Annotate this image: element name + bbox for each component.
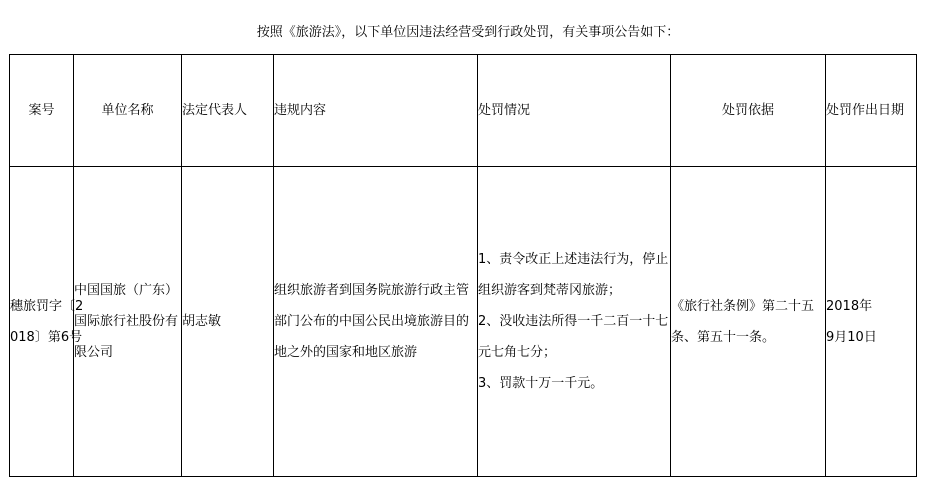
penalty-line: 1、责令改正上述违法行为，停止 [478,252,669,267]
header-date: 处罚作出日期 [826,55,917,167]
unit-name-line: 限公司 [74,345,114,360]
cell-case-no [10,167,84,477]
cell-unit-name [74,167,182,477]
case-no-line: 018〕第6号 [10,329,83,345]
header-basis: 处罚依据 [671,55,826,167]
header-unit-name: 单位名称 [74,55,182,167]
table-row [10,167,917,477]
penalty-notice-table [9,54,917,477]
cell-date [826,167,917,477]
cell-penalty [478,167,671,477]
header-case-no: 案号 [10,55,74,167]
basis-line: 《旅行社条例》第二十五 [671,298,815,314]
violation-line: 地之外的国家和地区旅游 [274,345,418,360]
notice-intro: 按照《旅游法》，以下单位因违法经营受到行政处罚，有关事项公告如下： [256,25,680,40]
date-line: 9月10日 [826,329,877,345]
cell-legal-rep: 胡志敏 [182,167,274,477]
basis-line: 条、第五十一条。 [671,329,776,345]
cell-violation [274,167,478,477]
table-header-row [10,55,917,167]
header-violation: 违规内容 [274,55,478,167]
cell-basis [671,167,826,477]
penalty-line: 元七角七分； [478,345,557,360]
date-line: 2018年 [826,298,873,314]
unit-name-line: 中国国旅（广东） [74,283,179,298]
violation-line: 组织旅游者到国务院旅游行政主管 [274,283,470,298]
penalty-line: 3、罚款十万一千元。 [478,376,604,391]
header-legal-rep: 法定代表人 [182,55,274,167]
violation-line: 部门公布的中国公民出境旅游目的 [274,314,470,329]
unit-name-line: 国际旅行社股份有 [74,314,179,329]
penalty-line: 2、没收违法所得一千二百一十七 [478,314,669,329]
header-penalty: 处罚情况 [478,55,671,167]
case-no-line: 穗旅罚字〔2 [10,298,84,314]
penalty-line: 组织游客到梵蒂冈旅游； [478,283,622,298]
